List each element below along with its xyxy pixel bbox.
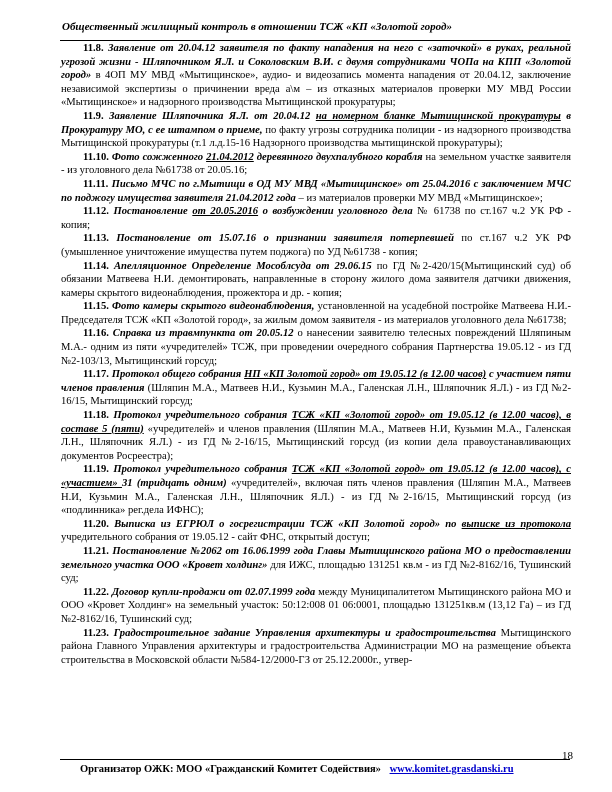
item-number: 11.14. xyxy=(83,260,114,272)
item-text: в Прокуратуру МО, с ее штампом о приеме, xyxy=(61,110,571,136)
item-number: 11.15. xyxy=(83,301,113,313)
item-text: (Шляпин М.А., Матвеев Н.И., Кузьмин М.А., Галенская Л.Н., Шляпочник Я.Л.) - из ГД №2-16/15, Мытищинский горсуд; xyxy=(61,382,571,408)
list-item xyxy=(61,300,571,327)
list-item xyxy=(61,627,571,668)
item-text: Письмо МЧС по г.Мытищи в ОД МУ МВД «Мытищинское» от 25.04.2016 с заключением МЧС по поджогу имущества заявителя 21.04.2012 года xyxy=(61,178,571,204)
list-item xyxy=(61,110,571,151)
item-text: по ст.167 ч.2 УК РФ (умышленное уничтожение имущества путем поджога) по УД №61738 - копия; xyxy=(61,233,571,258)
item-text: Мытищинского района Главного Управления архитектуры и градостроительства Администрации МО на размещение объекта строительства в Московской области №584-12/2000-ГЗ от 25.12.2000г., утвер- xyxy=(61,627,571,666)
item-text: ТСЖ «КП «Золотой город» от 19.05.12 (в 12.00 часов), в составе 5 (пяти) xyxy=(61,410,571,435)
page-number: 18 xyxy=(562,750,573,762)
header-divider xyxy=(60,40,570,41)
item-text: по факту угрозы сотрудника полиции - из надзорного производства Мытищинской прокуратуры (т.1 л.д.15-16 Надзорного производства мытищинской прокуратуры); xyxy=(61,124,571,150)
item-text: между Муниципалитетом Мытищинского района МО и ООО «Кровет Холдинг» на земельный участок: 50:12:008 01 06:0001, площадью 131251кв.м (13,12 Га) – из ГД №2-8162/16, Тушинский суд; xyxy=(61,586,571,625)
item-text: в 4ОП МУ МВД «Мытищинское», аудио- и видеозапись момента нападения от 20.04.12, заключение независимой экспертизы о причинении вреда а\м – из отказных материалов проверки МУ МВД России «Мытищинское» и надзорного производства Мытищинской прокуратуры; xyxy=(61,70,571,109)
item-text: № 61738 по ст.167 ч.2 УК РФ - копия; xyxy=(61,206,572,231)
list-item xyxy=(61,586,571,627)
item-text: Договор купли-продажи от 02.07.1999 года xyxy=(111,586,316,598)
list-item xyxy=(61,232,571,259)
item-number: 11.8. xyxy=(83,43,109,54)
item-text: Протокол общего собрания xyxy=(111,369,245,381)
list-item xyxy=(61,368,571,409)
page-header: Общественный жилищный контроль в отношении ТСЖ «КП «Золотой город» xyxy=(62,21,452,33)
page-footer xyxy=(80,764,514,775)
item-text: с участием пяти членов правления xyxy=(61,369,571,394)
item-text: 31 (тридцать одним) xyxy=(122,478,227,489)
item-number: 11.23. xyxy=(83,627,114,639)
item-number: 11.11. xyxy=(83,178,112,190)
list-item xyxy=(61,327,571,368)
footer-link[interactable]: www.komitet.grasdanski.ru xyxy=(389,764,514,775)
item-text: ТСЖ «КП «Золотой город» от 19.05.12 (в 12.00 часов), с «участием» xyxy=(61,464,571,489)
item-number: 11.16. xyxy=(83,328,113,340)
item-text: учредительного собрания от 19.05.12 - сайт ФНС, открытый доступ; xyxy=(61,532,370,544)
footer-divider xyxy=(60,759,570,760)
item-number: 11.12. xyxy=(83,206,114,218)
item-text: Апелляционное Определение Мособлсуда от 29.06.15 xyxy=(113,260,372,272)
item-text: «учредителей» и членов правления (Шляпин М.А., Матвеев Н.И, Кузьмин М.А., Галенская Л.Н., Шляпочник Я.Л.) - из ГД №2-16/15, Мытищинский горсуд (из копии дела правоустанавливающих документов Росреестра); xyxy=(61,423,571,462)
list-item xyxy=(61,205,571,232)
document-body xyxy=(61,42,571,667)
item-text: установленной на усадебной постройке Матвеева Н.И.- Председателя ТСЖ «КП «Золотой город», за жилым домом заявителя - из материалов уголовного дела №61738; xyxy=(61,301,571,326)
item-text: Справка из травмпункта от 20.05.12 xyxy=(112,328,294,340)
item-text: Заявление от 20.04.12 заявителя по факту нападения на него с «заточкой» в руках, реальной угрозой жизни - Шляпочником Я.Л. и Соколовским В.И. с двумя сотрудниками ЧОПа на КПП «Золотой город» xyxy=(61,43,571,82)
item-text: Заявление Шляпочника Я.Л. от 20.04.12 xyxy=(109,110,316,122)
item-text: «учредителей», включая пять членов правления (Шляпин М.А., Матвеев Н.И, Кузьмин М.А., Галенская Л.Н., Шляпочник Я.Л.) - из ГД №2-16/15, Мытищинский горсуд (из «подлинника» рег.дела ИФНС); xyxy=(61,478,571,517)
item-number: 11.9. xyxy=(83,110,110,122)
item-number: 11.10. xyxy=(83,151,112,163)
item-text: Протокол учредительного собрания xyxy=(113,464,292,476)
item-text: Фото камеры скрытого видеонаблюдения, xyxy=(112,301,315,313)
item-text: Постановление от 15.07.16 о признании заявителя потерпевшей xyxy=(116,233,454,245)
item-number: 11.13. xyxy=(83,233,117,245)
item-text: от 20.05.2016 xyxy=(192,206,259,218)
item-text: Постановление №2062 от 16.06.1999 года Главы Мытищинского района МО о предоставлении земельного участка ООО «Кровет холдинг» xyxy=(61,545,571,571)
item-number: 11.22. xyxy=(83,586,112,598)
item-number: 11.18. xyxy=(83,410,114,422)
item-text: по ГД №2-420/15(Мытищинский суд) об обязании Матвеева Н.И. демонтировать, направленные в сторону жилого дома заявителя датчики движения, камеры скрытого видеонаблюдения, прожектора и др. - копия; xyxy=(61,260,571,299)
item-text: Градостроительное задание Управления архитектуры и градостроительства xyxy=(113,627,496,639)
item-text: деревянного двухпалубного корабля xyxy=(253,151,423,163)
item-text: НП «КП Золотой город» от 19.05.12 (в 12.00 часов) xyxy=(244,369,487,381)
item-text: на земельном участке заявителя - из уголовного дела №61738 от 20.05.16; xyxy=(61,151,571,177)
item-text: Протокол учредительного собрания xyxy=(113,410,292,422)
item-text: Фото сожженного xyxy=(111,151,207,163)
item-text: на номерном бланке Мытищинской прокуратуры xyxy=(315,110,561,122)
item-text: Выписка из ЕГРЮЛ о госрегистрации ТСЖ «КП Золотой город» по xyxy=(114,518,462,530)
item-text: – из материалов проверки МУ МВД «Мытищинское»; xyxy=(295,192,543,204)
item-number: 11.20. xyxy=(83,518,115,530)
item-number: 11.19. xyxy=(83,464,114,476)
item-text: выписке из протокола xyxy=(461,518,571,530)
list-item xyxy=(61,42,571,110)
item-text: 21.04.2012 xyxy=(206,151,254,163)
item-text: о возбуждении уголовного дела xyxy=(258,206,413,218)
item-number: 11.21. xyxy=(83,545,113,557)
item-text: для ИЖС, площадью 131251 кв.м - из ГД №2-8162/16, Тушинский суд; xyxy=(61,559,572,585)
list-item xyxy=(61,518,571,545)
item-text: о нанесении заявителю телесных повреждений Шляпиным М.А.- одним из пяти «учредителей» ТСЖ, при проведении очередного собрания Партнерства 19.05.12 - из ГД №2-103/13, Мытищинский горсуд; xyxy=(61,328,571,367)
list-item xyxy=(61,545,571,586)
list-item xyxy=(61,409,571,463)
list-item xyxy=(61,178,571,205)
list-item xyxy=(61,463,571,517)
item-text: Постановление xyxy=(113,206,193,218)
footer-organizer: Организатор ОЖК: МОО «Гражданский Комитет Содействия» xyxy=(80,764,381,775)
list-item xyxy=(61,151,571,178)
list-item xyxy=(61,260,571,301)
item-number: 11.17. xyxy=(83,369,112,381)
